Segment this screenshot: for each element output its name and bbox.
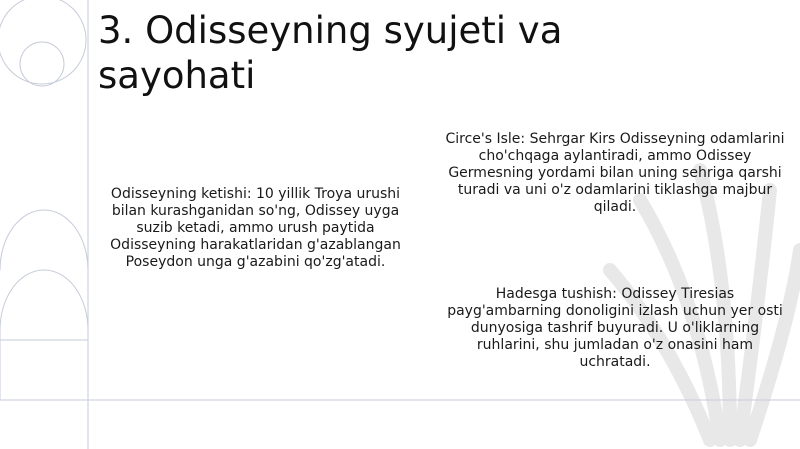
decorative-arch-lower — [0, 270, 88, 400]
paragraph-circe-isle: Circe's Isle: Sehrgar Kirs Odisseyning odamlarini cho'chqaga aylantiradi, ammo Odissey Germesning yordami bilan uning sehriga qarshi turadi va uni o'z odamlarini tiklashga majbur qiladi. — [445, 131, 785, 215]
decorative-circle-small — [20, 42, 64, 86]
slide-title: 3. Odisseyning syujeti va sayohati — [98, 9, 563, 97]
paragraph-hades-descent: Hadesga tushish: Odissey Tiresias payg'ambarning donoligini izlash uchun yer osti dunyosiga tashrif buyuradi. U o'liklarning ruhlarini, shu jumladan o'z onasini ham uchratadi. — [447, 286, 783, 370]
paragraph-departure: Odisseyning ketishi: 10 yillik Troya urushi bilan kurashganidan so'ng, Odissey uyga suzib ketadi, ammo urush paytida Odisseyning harakatlaridan g'azablangan Poseydon unga g'azabini qo'zg'atadi. — [110, 186, 401, 270]
decorative-arch-upper — [0, 210, 88, 270]
